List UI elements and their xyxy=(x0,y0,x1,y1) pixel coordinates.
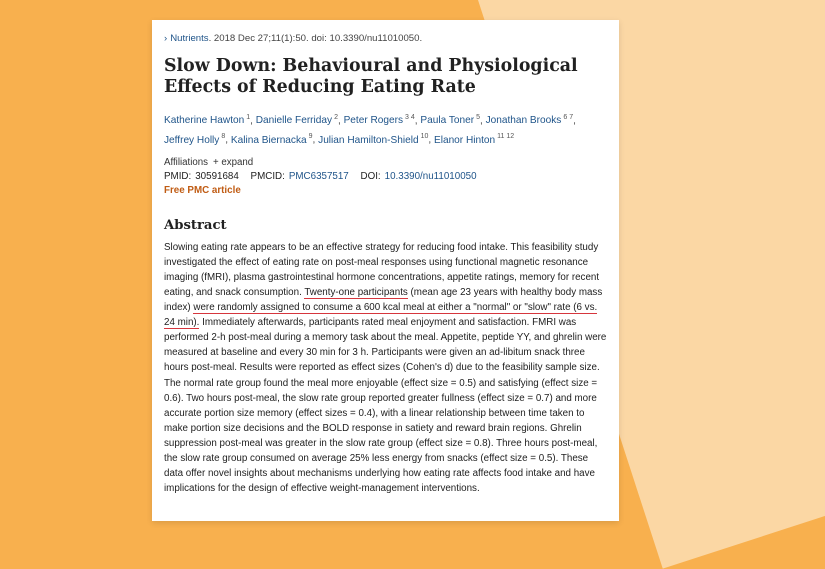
plus-icon: + xyxy=(212,156,219,168)
citation-details: . 2018 Dec 27;11(1):50. doi: 10.3390/nu11010050. xyxy=(208,33,423,44)
citation-line xyxy=(164,33,607,44)
author-link[interactable]: Danielle Ferriday $^2$ xyxy=(255,114,338,127)
doi-link[interactable]: 10.3390/nu11010050 xyxy=(384,170,477,182)
author-link[interactable]: Jeffrey Holly $^8$ xyxy=(164,133,226,146)
doi-label: DOI: xyxy=(360,170,381,182)
article-title: Slow Down: Behavioural and Physiological Effects of Reducing Eating Rate xyxy=(164,56,578,97)
author-link[interactable]: Peter Rogers $^{3 4}$ xyxy=(343,114,415,127)
free-article-link[interactable]: Free PMC article xyxy=(164,184,241,196)
abstract-text: Slowing eating rate appears to be an effective strategy for reducing food intake. This feasibility study investigated the effect of eating rate on post-meal responses using functional magnetic resonance imaging (fMRI), plasma gastrointestinal hormone concentrations, appetite ratings, memory for recent eating, and snack consumption. Twenty-one participants (mean age 23 years with healthy body mass index) were randomly assigned to consume a 600 kcal meal at either a "normal" or "slow" rate (6 vs. 24 min). Immediately afterwards, participants rated meal enjoyment and satisfaction. FMRI was performed 2-h post-meal during a memory task about the meal. Appetite, peptide YY, and ghrelin were measured at baseline and every 30 min for 3 h. Participants were given an ad-libitum snack three hours post-meal. Results were reported as effect sizes (Cohen's d) due to the feasibility sample size. The normal rate group found the meal more enjoyable (effect size = 0.5) and satisfying (effect size = 0.6). Two hours post-meal, the slow rate group reported greater fullness (effect size = 0.7) and more accurate portion size memory (effect sizes = 0.4), with a linear relationship between time taken to make portion size decisions and the BOLD response in satiety and reward brain regions. Ghrelin suppression post-meal was greater in the slow rate group (effect size = 0.8). Three hours post-meal, the slow rate group consumed on average 25% less energy from snacks (effect size = 0.5). These data offer novel insights about mechanisms underlying how eating rate affects food intake and have implications for the design of effective weight-management interventions. xyxy=(164,241,607,495)
author-link[interactable]: Jonathan Brooks $^{6 7}$ xyxy=(485,114,574,127)
identifier-line xyxy=(164,171,607,182)
affiliations-label: Affiliations xyxy=(164,156,208,168)
author-list: Katherine Hawton $^1$, Danielle Ferriday $^2$, Peter Rogers $^{3 4}$, Paula Toner $^5$, Jonathan Brooks $^{6 7}$, Jeffrey Holly $^8$, Kalina Biernacka $^9$, Julian Hamilton-Shield $^{10}$, Elanor Hinton $^{11 12}$ xyxy=(164,114,576,146)
chevron-right-icon: › xyxy=(164,33,168,44)
journal-link[interactable]: Nutrients xyxy=(170,33,209,44)
affiliations-toggle[interactable] xyxy=(164,157,607,168)
author-link[interactable]: Katherine Hawton $^1$ xyxy=(164,114,251,127)
author-link[interactable]: Elanor Hinton $^{11 12}$ xyxy=(433,133,515,146)
expand-label: expand xyxy=(221,156,254,168)
highlight-randomization: were randomly assigned to consume a 600 kcal meal at either a "normal" or "slow" rate (6 vs. 24 min). xyxy=(164,302,598,329)
author-link[interactable]: Paula Toner $^5$ xyxy=(420,114,480,127)
pmid-value: 30591684 xyxy=(195,170,239,182)
author-link[interactable]: Kalina Biernacka $^9$ xyxy=(230,133,313,146)
pmcid-link[interactable]: PMC6357517 xyxy=(288,170,349,182)
pmid-label: PMID: xyxy=(164,170,192,182)
author-link[interactable]: Julian Hamilton-Shield $^{10}$ xyxy=(318,133,429,146)
pmcid-label: PMCID: xyxy=(250,170,285,182)
abstract-heading: Abstract xyxy=(164,217,227,233)
highlight-participants: Twenty-one participants xyxy=(304,287,408,298)
article-card xyxy=(152,20,619,521)
